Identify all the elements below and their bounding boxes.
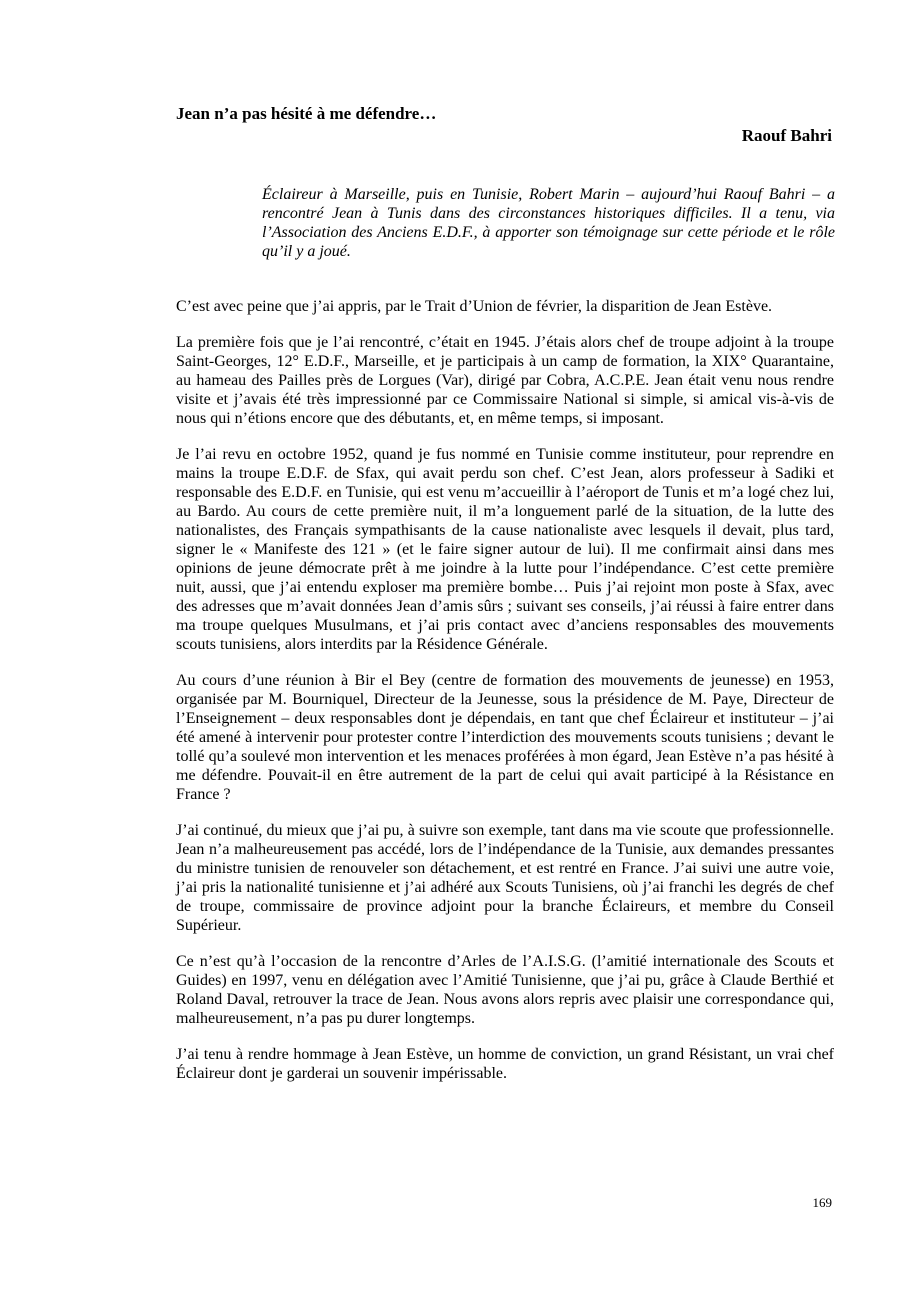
article-body: [176, 297, 834, 1100]
body-paragraph: J’ai tenu à rendre hommage à Jean Estève, un homme de conviction, un grand Résistant, un vrai chef Éclaireur dont je garderai un souvenir impérissable.: [176, 1046, 834, 1082]
body-paragraph: J’ai continué, du mieux que j’ai pu, à suivre son exemple, tant dans ma vie scoute que professionnelle. Jean n’a malheureusement pas accédé, lors de l’indépendance de la Tunisie, aux demandes pressantes du ministre tunisien de renouveler son détachement, et est rentré en France. J’ai suivi une autre voie, j’ai pris la nationalité tunisienne et j’ai adhéré aux Scouts Tunisiens, où j’ai franchi les degrés de chef de troupe, commissaire de province adjoint pour la branche Éclaireurs, et membre du Conseil Supérieur.: [176, 822, 834, 934]
body-paragraph: Je l’ai revu en octobre 1952, quand je fus nommé en Tunisie comme instituteur, pour reprendre en mains la troupe E.D.F. de Sfax, qui avait perdu son chef. C’est Jean, alors professeur à Sadiki et responsable des E.D.F. en Tunisie, qui est venu m’accueillir à l’aéroport de Tunis et m’a logé chez lui, au Bardo. Au cours de cette première nuit, il m’a longuement parlé de la situation, de la lutte des nationalistes, des Français sympathisants de la cause nationaliste avec lesquels il devait, plus tard, signer le « Manifeste des 121 » (et le faire signer autour de lui). Il me confirmait ainsi dans mes opinions de jeune démocrate prêt à me joindre à la lutte pour l’indépendance. C’est cette première nuit, aussi, que j’ai entendu exploser ma première bombe… Puis j’ai rejoint mon poste à Sfax, avec des adresses que m’avait données Jean d’amis sûrs ; suivant ses conseils, j’ai réussi à faire entrer dans ma troupe quelques Musulmans, et j’ai pris contact avec d’anciens responsables des mouvements scouts tunisiens, alors interdits par la Résidence Générale.: [176, 446, 834, 653]
article-author: Raouf Bahri: [741, 126, 832, 145]
body-paragraph: Au cours d’une réunion à Bir el Bey (centre de formation des mouvements de jeunesse) en 1953, organisée par M. Bourniquel, Directeur de la Jeunesse, sous la présidence de M. Paye, Directeur de l’Enseignement – deux responsables dont je dépendais, en tant que chef Éclaireur et instituteur – j’ai été amené à intervenir pour protester contre l’interdiction des mouvements scouts tunisiens ; devant le tollé qu’a soulevé mon intervention et les menaces proférées à mon égard, Jean Estève n’a pas hésité à me défendre. Pouvait-il en être autrement de la part de celui qui avait participé à la Résistance en France ?: [176, 672, 834, 803]
page-number: 169: [812, 1195, 832, 1210]
body-paragraph: C’est avec peine que j’ai appris, par le Trait d’Union de février, la disparition de Jean Estève.: [176, 298, 773, 315]
body-paragraph: La première fois que je l’ai rencontré, c’était en 1945. J’étais alors chef de troupe adjoint à la troupe Saint-Georges, 12° E.D.F., Marseille, et je participais à un camp de formation, la XIX° Quarantaine, au hameau des Pailles près de Lorgues (Var), dirigé par Cobra, A.C.P.E. Jean était venu nous rendre visite et j’avais été très impressionné par ce Commissaire National si simple, si amical vis-à-vis de nous qui n’étions encore que des débutants, et, en même temps, si imposant.: [176, 334, 834, 427]
body-paragraph: Ce n’est qu’à l’occasion de la rencontre d’Arles de l’A.I.S.G. (l’amitié internationale des Scouts et Guides) en 1997, venu en délégation avec l’Amitié Tunisienne, que j’ai pu, grâce à Claude Berthié et Roland Daval, retrouver la trace de Jean. Nous avons alors repris avec plaisir une correspondance qui, malheureusement, n’a pas pu durer longtemps.: [176, 953, 834, 1027]
article-title: Jean n’a pas hésité à me défendre…: [176, 104, 437, 123]
article-intro: Éclaireur à Marseille, puis en Tunisie, Robert Marin – aujourd’hui Raouf Bahri – a rencontré Jean à Tunis dans des circonstances historiques difficiles. Il a tenu, via l’Association des Anciens E.D.F., à apporter son témoignage sur cette période et le rôle qu’il y a joué.: [262, 186, 835, 260]
